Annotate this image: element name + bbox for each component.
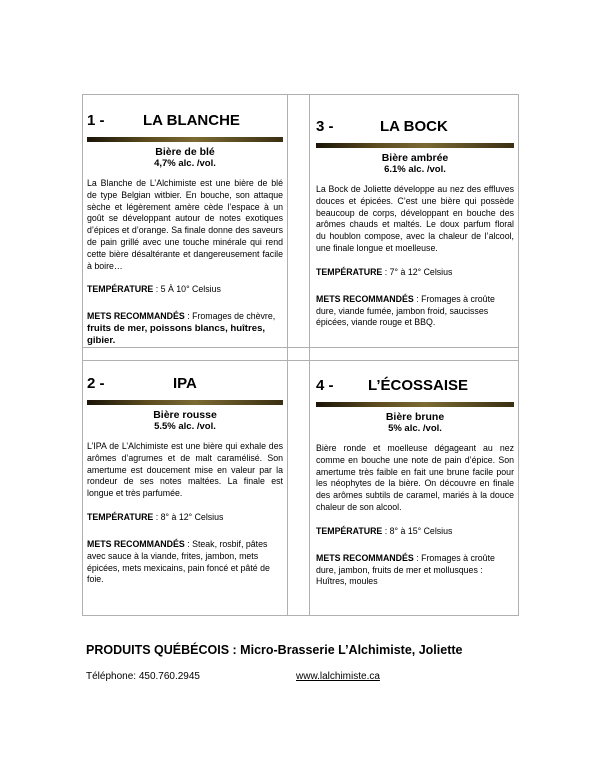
temperature-label: TEMPÉRATURE — [87, 511, 154, 522]
beer-abv: 5% alc. /vol. — [388, 423, 442, 434]
pairing-text: : Fromages à croûte dure, jambon, fruits de mer et mollusques : Huîtres, moules — [316, 552, 495, 587]
beer-type: Bière brune — [385, 411, 445, 423]
card-title-rule — [87, 137, 283, 142]
card-title-rule — [316, 402, 514, 407]
beer-pairing — [87, 539, 283, 586]
beer-card-bock — [316, 118, 514, 329]
grid-top-border — [82, 94, 519, 95]
card-title: LA BOCK — [380, 118, 448, 135]
grid-left-border — [82, 94, 83, 616]
beer-temperature — [316, 526, 514, 537]
beer-type: Bière rousse — [153, 409, 217, 421]
beer-description: La Bock de Joliette développe au nez des effluves douces et épicées. C’est une bière qui possède beaucoup de corps, développant en bouche des arômes chauds et maltés. Le doux parfum floral du houblon compose, avec la chaleur de l’alcool, une finale longue et moelleuse. — [316, 184, 514, 253]
pairing-text: : Fromages à croûte dure, viande fumée, jambon froid, saucisses épicées, viande rouge et BBQ. — [316, 293, 495, 328]
temperature-value: : 7° à 12° Celsius — [382, 266, 453, 277]
pairing-text: : Fromages de chèvre, — [184, 311, 276, 322]
grid-divider-upper — [82, 347, 519, 348]
grid-bottom-border — [82, 615, 519, 616]
pairing-label: METS RECOMMANDÉS — [316, 293, 414, 304]
beer-temperature — [87, 512, 283, 523]
grid-divider-lower — [82, 360, 519, 361]
temperature-label: TEMPÉRATURE — [87, 284, 154, 295]
pairing-label: METS RECOMMANDÉS — [316, 552, 414, 563]
beer-type: Bière de blé — [155, 146, 215, 158]
card-title: LA BLANCHE — [143, 112, 240, 129]
pairing-text: : Steak, rosbif, pâtes avec sauce à la viande, frites, jambon, mets épicées, mets mexicains, pain foncé et pâté de foie. — [87, 538, 270, 585]
grid-right-border — [518, 94, 519, 616]
card-header — [87, 375, 283, 397]
footer-phone: Téléphone: 450.760.2945 — [86, 671, 200, 682]
beer-description: L’IPA de L’Alchimiste est une bière qui exhale des arômes d’agrumes et de malt caramélisé. Son amertume est doucement mise en valeur par la rondeur de ses notes maltées. La finale est longue et très parfumée. — [87, 441, 283, 499]
beer-card-blanche — [87, 112, 283, 347]
beer-description: La Blanche de L’Alchimiste est une bière de blé de type Belgian witbier. En bouche, son attaque sèche et légèrement amère cède l’espace à un goût se développant autour de notes exotiques d’épices et d’orange. Sa finale donne des saveurs de pain grillé avec une touche minérale qui rend cette bière désaltérante et dangereusement facile à boire… — [87, 178, 283, 271]
card-title-rule — [316, 143, 514, 148]
card-number: 2 - — [87, 375, 105, 392]
beer-pairing — [316, 294, 514, 329]
card-header — [316, 118, 514, 140]
card-title: L’ÉCOSSAISE — [368, 377, 469, 394]
beer-abv: 5.5% alc. /vol. — [154, 421, 216, 432]
card-title-rule — [87, 400, 283, 405]
beer-description: Bière ronde et moelleuse dégageant au nez comme en bouche une note de pain d’épice. Son amertume très faible en fait une brune facile pour les néophytes de la bière. On découvre en finale des arômes subtils de caramel, mariés à la douce chaleur de son alcool. — [316, 443, 514, 512]
beer-abv: 4,7% alc. /vol. — [154, 158, 216, 169]
pairing-text-bold: fruits de mer, poissons blancs, huîtres, gibier. — [87, 323, 266, 346]
website-link[interactable]: www.lalchimiste.ca — [296, 671, 380, 682]
pairing-label: METS RECOMMANDÉS — [87, 311, 185, 322]
beer-type: Bière ambrée — [381, 152, 449, 164]
temperature-label: TEMPÉRATURE — [316, 525, 383, 536]
card-number: 4 - — [316, 377, 334, 394]
beer-abv: 6.1% alc. /vol. — [384, 164, 446, 175]
beer-pairing — [316, 553, 514, 588]
beer-temperature — [316, 267, 514, 278]
grid-divider-right — [309, 94, 310, 616]
card-title: IPA — [173, 375, 197, 392]
card-header — [87, 112, 283, 134]
pairing-label: METS RECOMMANDÉS — [87, 538, 185, 549]
temperature-value: : 8° à 12° Celsius — [153, 511, 224, 522]
beer-card-grid — [82, 94, 519, 616]
temperature-value: : 8° à 15° Celsius — [382, 525, 453, 536]
temperature-value: : 5 À 10° Celsius — [153, 284, 221, 295]
beer-pairing — [87, 311, 283, 346]
beer-card-ecossaise — [316, 377, 514, 588]
footer-title: PRODUITS QUÉBÉCOIS : Micro-Brasserie L’Alchimiste, Joliette — [86, 643, 463, 657]
beer-temperature — [87, 284, 283, 295]
card-number: 1 - — [87, 112, 105, 129]
card-header — [316, 377, 514, 399]
grid-divider-left — [287, 94, 288, 616]
beer-card-ipa — [87, 375, 283, 586]
card-number: 3 - — [316, 118, 334, 135]
temperature-label: TEMPÉRATURE — [316, 266, 383, 277]
